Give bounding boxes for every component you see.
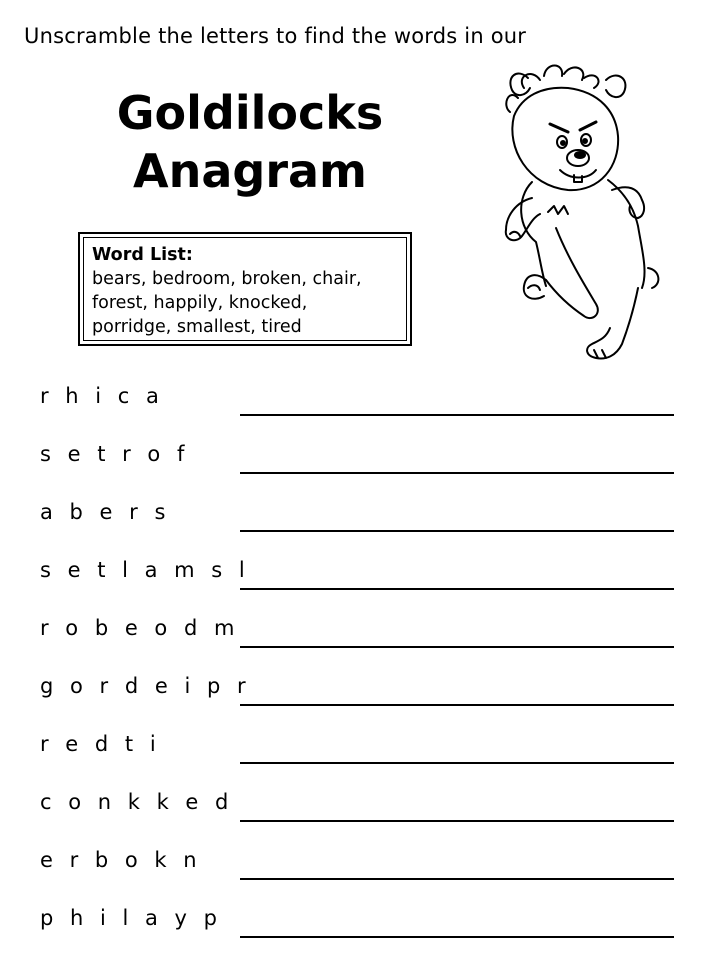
anagram-row (0, 784, 720, 842)
word-list-line-1: bears, bedroom, broken, chair, (92, 269, 362, 289)
word-list-box (78, 232, 412, 346)
anagram-row (0, 494, 720, 552)
word-list-inner (83, 237, 407, 341)
bear-cartoon-icon (488, 58, 688, 370)
scrambled-word: a b e r s (40, 500, 171, 524)
anagram-row (0, 552, 720, 610)
word-list-line-3: porridge, smallest, tired (92, 317, 302, 337)
instruction-text: Unscramble the letters to find the words in our (24, 24, 527, 48)
answer-line[interactable] (240, 704, 674, 706)
word-list-heading: Word List: (92, 245, 193, 265)
title-line-2: Anagram (133, 144, 367, 198)
scrambled-word: s e t r o f (40, 442, 190, 466)
answer-line[interactable] (240, 820, 674, 822)
answer-line[interactable] (240, 936, 674, 938)
scrambled-word: c o n k k e d (40, 790, 234, 814)
anagram-row (0, 842, 720, 900)
anagram-row (0, 436, 720, 494)
anagram-row (0, 900, 720, 958)
answer-line[interactable] (240, 878, 674, 880)
worksheet-title (100, 84, 400, 200)
scrambled-word: e r b o k n (40, 848, 202, 872)
word-list-line-2: forest, happily, knocked, (92, 293, 308, 313)
scrambled-word: r h i c a (40, 384, 164, 408)
scrambled-word: g o r d e i p r (40, 674, 251, 698)
answer-line[interactable] (240, 472, 674, 474)
scrambled-word: p h i l a y p (40, 906, 222, 930)
scrambled-word: s e t l a m s l (40, 558, 250, 582)
title-line-1: Goldilocks (116, 86, 384, 140)
answer-line[interactable] (240, 762, 674, 764)
answer-line[interactable] (240, 588, 674, 590)
scrambled-word: r e d t i (40, 732, 161, 756)
anagram-row (0, 726, 720, 784)
scrambled-word: r o b e o d m (40, 616, 240, 640)
answer-line[interactable] (240, 530, 674, 532)
answer-line[interactable] (240, 646, 674, 648)
anagram-row (0, 610, 720, 668)
anagram-row (0, 378, 720, 436)
anagram-row (0, 668, 720, 726)
answer-line[interactable] (240, 414, 674, 416)
